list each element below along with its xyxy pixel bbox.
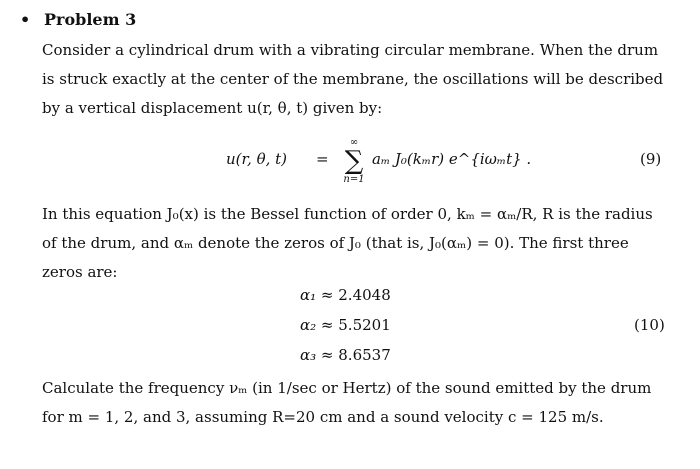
equation-number-9: (9) bbox=[640, 150, 662, 168]
zero-alpha-1 bbox=[300, 286, 391, 304]
zero-alpha-3 bbox=[300, 346, 391, 364]
zero-label: α₁ ≈ bbox=[300, 286, 334, 304]
sum-lower-limit: n=1 bbox=[343, 174, 365, 185]
bullet-icon: • bbox=[20, 10, 31, 29]
equation-9 bbox=[226, 138, 666, 194]
zero-label: α₃ ≈ bbox=[300, 346, 334, 364]
sigma-symbol: ∑ bbox=[344, 146, 364, 176]
zero-value: 5.5201 bbox=[338, 316, 391, 334]
intro-paragraph: Consider a cylindrical drum with a vibrating circular membrane. When the drum is struck exactly at the center of the membrane, the oscillations will be described by a vertical displacement u(r, θ, t) given by: bbox=[42, 41, 664, 117]
zero-label: α₂ ≈ bbox=[300, 316, 334, 334]
equation-equals: = bbox=[316, 150, 329, 168]
bessel-paragraph: In this equation J₀(x) is the Bessel function of order 0, kₘ = αₘ/R, R is the radius of the drum, and αₘ denote the zeros of J₀ (that is, J₀(αₘ) = 0). The first three zeros are: bbox=[42, 205, 653, 281]
equation-lhs: u(r, θ, t) bbox=[226, 150, 288, 168]
equation-number-10: (10) bbox=[634, 316, 665, 334]
problem-title: Problem 3 bbox=[44, 10, 137, 29]
zero-alpha-2 bbox=[300, 316, 391, 334]
problem-heading bbox=[20, 10, 136, 29]
summation bbox=[342, 138, 366, 186]
sum-upper-limit: ∞ bbox=[349, 137, 359, 148]
question-paragraph: Calculate the frequency νₘ (in 1/sec or Hertz) of the sound emitted by the drum for m = 1, 2, and 3, assuming R=20 cm and a sound velocity c = 125 m/s. bbox=[42, 379, 652, 426]
zero-value: 8.6537 bbox=[338, 346, 391, 364]
equation-rhs: aₘ J₀(kₘr) e^{iωₘt} . bbox=[372, 150, 532, 168]
zero-value: 2.4048 bbox=[338, 286, 391, 304]
